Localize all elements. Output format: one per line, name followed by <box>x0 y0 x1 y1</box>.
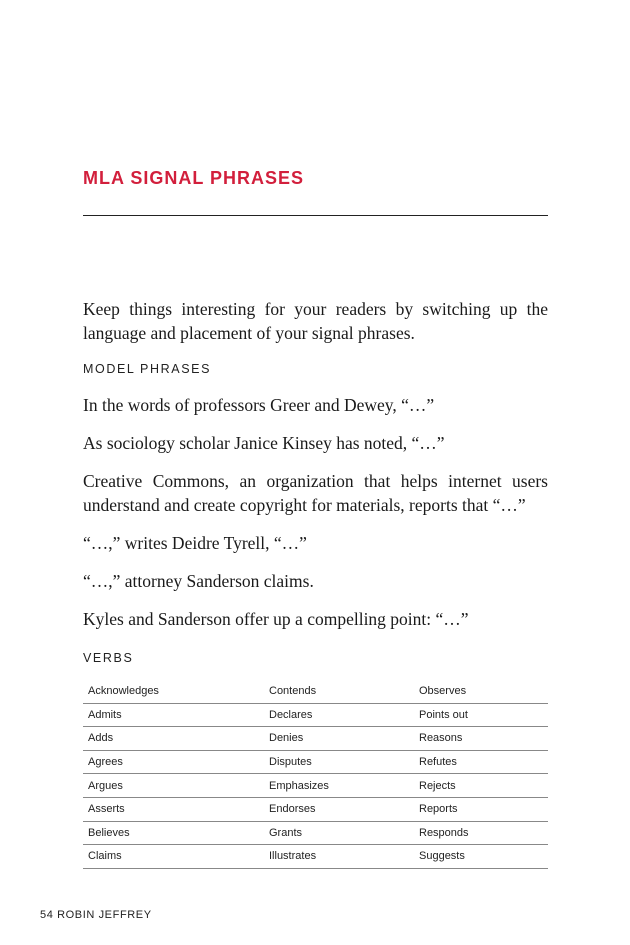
verb-cell: Agrees <box>83 750 264 774</box>
model-phrase: “…,” attorney Sanderson claims. <box>83 571 314 591</box>
verb-cell: Illustrates <box>264 845 414 869</box>
page-footer: 54 ROBIN JEFFREY <box>40 909 152 921</box>
verb-cell: Asserts <box>83 797 264 821</box>
verb-cell: Points out <box>414 703 548 727</box>
title-divider <box>83 215 548 216</box>
verb-cell: Responds <box>414 821 548 845</box>
model-phrase: As sociology scholar Janice Kinsey has noted, “…” <box>83 433 445 453</box>
intro-paragraph: Keep things interesting for your readers by switching up the language and placement of your signal phrases. <box>83 299 548 343</box>
verb-cell: Disputes <box>264 750 414 774</box>
model-phrase: In the words of professors Greer and Dewey, “…” <box>83 395 435 415</box>
verb-cell: Reports <box>414 797 548 821</box>
table-row <box>83 774 548 798</box>
table-row <box>83 703 548 727</box>
verb-cell: Rejects <box>414 774 548 798</box>
model-phrase: Kyles and Sanderson offer up a compelling point: “…” <box>83 609 469 629</box>
verb-cell: Acknowledges <box>83 680 264 703</box>
verb-cell: Suggests <box>414 845 548 869</box>
model-phrases-list <box>83 393 548 645</box>
verbs-table <box>83 680 548 869</box>
page-title: MLA SIGNAL PHRASES <box>83 168 305 188</box>
verbs-heading: VERBS <box>83 651 134 665</box>
model-phrase: “…,” writes Deidre Tyrell, “…” <box>83 533 307 553</box>
verb-cell: Argues <box>83 774 264 798</box>
model-phrase: Creative Commons, an organization that helps internet users understand and create copyright for materials, reports that “…” <box>83 471 548 515</box>
verb-cell: Refutes <box>414 750 548 774</box>
verb-cell: Reasons <box>414 727 548 751</box>
verb-cell: Grants <box>264 821 414 845</box>
verb-cell: Claims <box>83 845 264 869</box>
model-phrases-heading: MODEL PHRASES <box>83 362 212 376</box>
table-row <box>83 845 548 869</box>
verb-cell: Admits <box>83 703 264 727</box>
verb-cell: Adds <box>83 727 264 751</box>
verb-cell: Believes <box>83 821 264 845</box>
table-row <box>83 727 548 751</box>
table-row <box>83 821 548 845</box>
table-row <box>83 797 548 821</box>
verb-cell: Emphasizes <box>264 774 414 798</box>
table-row <box>83 680 548 703</box>
verb-cell: Declares <box>264 703 414 727</box>
verb-cell: Denies <box>264 727 414 751</box>
verb-cell: Contends <box>264 680 414 703</box>
table-row <box>83 750 548 774</box>
verb-cell: Endorses <box>264 797 414 821</box>
verb-cell: Observes <box>414 680 548 703</box>
